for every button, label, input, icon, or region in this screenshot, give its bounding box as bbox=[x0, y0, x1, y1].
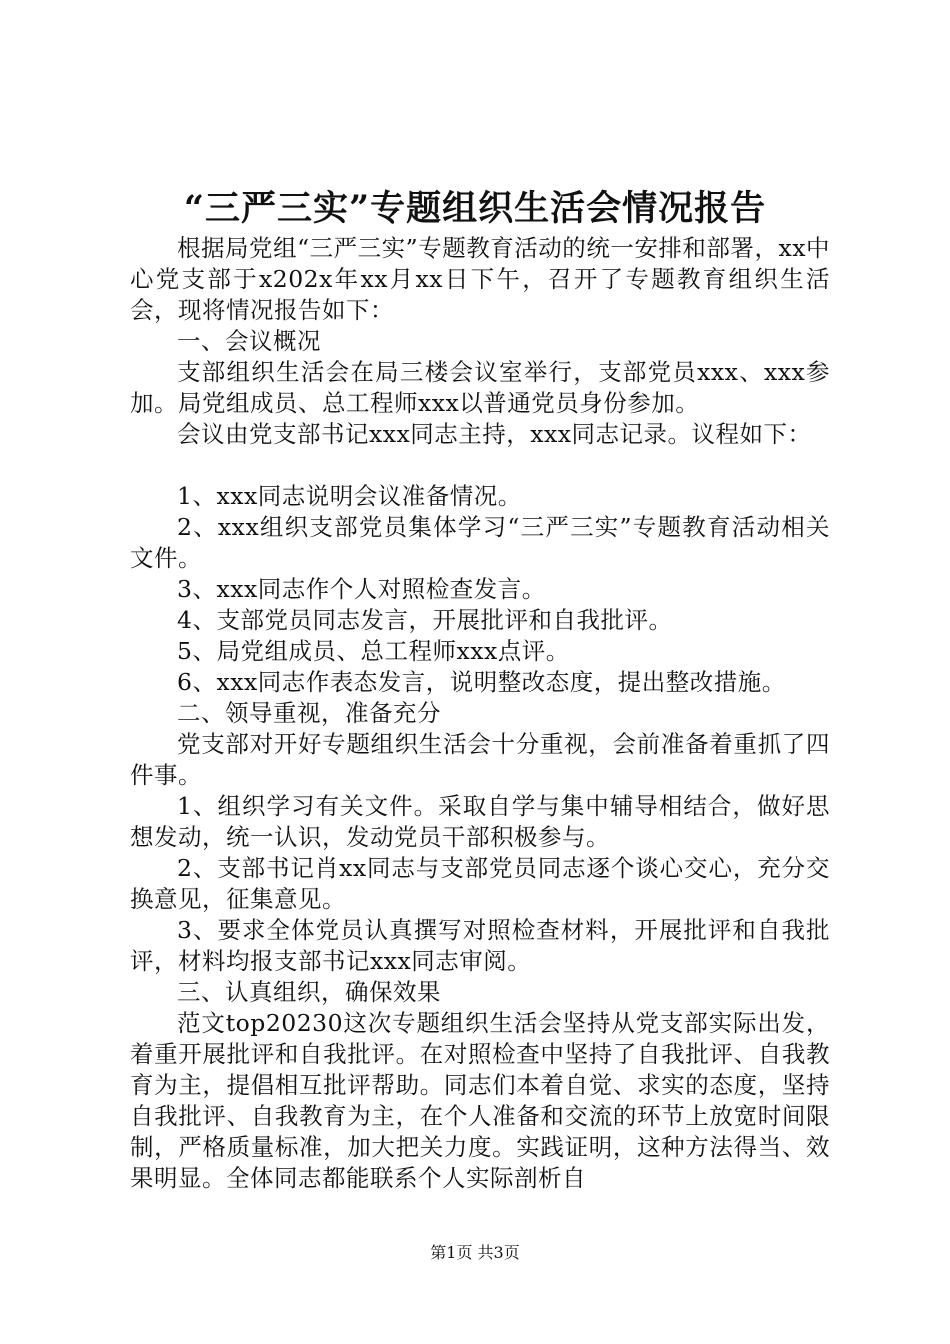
preparation-item-3: 3、要求全体党员认真撰写对照检查材料，开展批评和自我批评，材料均报支部书记xxx同志审阅。 bbox=[130, 916, 830, 975]
heading-section-1: 一、会议概况 bbox=[177, 327, 321, 355]
document-body bbox=[130, 233, 830, 1194]
agenda-item-6: 6、xxx同志作表态发言，说明整改态度，提出整改措施。 bbox=[177, 668, 786, 696]
paragraph-meeting-location: 支部组织生活会在局三楼会议室举行，支部党员xxx、xxx参加。局党组成员、总工程师xxx以普通党员身份参加。 bbox=[130, 358, 830, 417]
preparation-item-2: 2、支部书记肖xx同志与支部党员同志逐个谈心交心，充分交换意见，征集意见。 bbox=[130, 854, 830, 913]
agenda-item-3: 3、xxx同志作个人对照检查发言。 bbox=[177, 575, 546, 603]
agenda-item-5: 5、局党组成员、总工程师xxx点评。 bbox=[177, 637, 570, 665]
agenda-item-1: 1、xxx同志说明会议准备情况。 bbox=[177, 482, 522, 510]
paragraph-meeting-host: 会议由党支部书记xxx同志主持，xxx同志记录。议程如下： bbox=[177, 420, 812, 448]
heading-section-2: 二、领导重视，准备充分 bbox=[177, 699, 441, 727]
agenda-item-4: 4、支部党员同志发言，开展批评和自我批评。 bbox=[177, 606, 673, 634]
agenda-item-2: 2、xxx组织支部党员集体学习“三严三实”专题教育活动相关文件。 bbox=[130, 513, 830, 572]
paragraph-intro: 根据局党组“三严三实”专题教育活动的统一安排和部署，xx中心党支部于x202x年xx月xx日下午，召开了专题教育组织生活会，现将情况报告如下： bbox=[130, 234, 830, 324]
paragraph-organization: 范文top20230这次专题组织生活会坚持从党支部实际出发，着重开展批评和自我批评。在对照检查中坚持了自我批评、自我教育为主，提倡相互批评帮助。同志们本着自觉、求实的态度，坚持自我批评、自我教育为主，在个人准备和交流的环节上放宽时间限制，严格质量标准，加大把关力度。实践证明，这种方法得当、效果明显。全体同志都能联系个人实际剖析自 bbox=[130, 1009, 830, 1192]
paragraph-preparation: 党支部对开好专题组织生活会十分重视，会前准备着重抓了四件事。 bbox=[130, 730, 830, 789]
preparation-item-1: 1、组织学习有关文件。采取自学与集中辅导相结合，做好思想发动，统一认识，发动党员干部积极参与。 bbox=[130, 792, 830, 851]
page-footer: 第1页 共3页 bbox=[430, 1243, 520, 1262]
document-title: “三严三实”专题组织生活会情况报告 bbox=[183, 188, 767, 229]
heading-section-3: 三、认真组织，确保效果 bbox=[177, 978, 441, 1006]
